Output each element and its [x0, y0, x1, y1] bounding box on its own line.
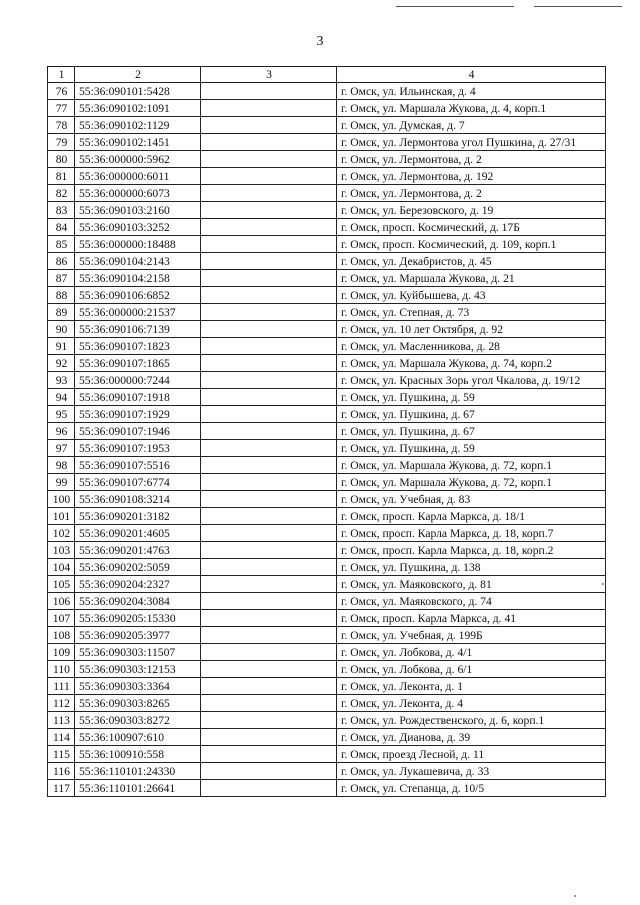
row-number-cell: 93 — [48, 372, 75, 389]
table-row — [48, 185, 606, 202]
column-3-cell — [201, 627, 337, 644]
row-number-cell: 83 — [48, 202, 75, 219]
row-number-cell: 99 — [48, 474, 75, 491]
address-cell: г. Омск, ул. Лермонтова, д. 192 — [337, 168, 606, 185]
table-row — [48, 644, 606, 661]
registry-table — [47, 66, 606, 797]
row-number-cell: 86 — [48, 253, 75, 270]
address-cell: г. Омск, ул. Лобкова, д. 6/1 — [337, 661, 606, 678]
table-row — [48, 287, 606, 304]
cadastral-number-cell: 55:36:090303:11507 — [75, 644, 201, 661]
table-row — [48, 627, 606, 644]
column-3-cell — [201, 746, 337, 763]
table-row — [48, 491, 606, 508]
address-cell: г. Омск, просп. Карла Маркса, д. 41 — [337, 610, 606, 627]
table-row — [48, 151, 606, 168]
row-number-cell: 116 — [48, 763, 75, 780]
column-3-cell — [201, 100, 337, 117]
column-3-cell — [201, 355, 337, 372]
address-cell: г. Омск, ул. Декабристов, д. 45 — [337, 253, 606, 270]
column-3-cell — [201, 423, 337, 440]
column-3-cell — [201, 321, 337, 338]
cadastral-number-cell: 55:36:110101:24330 — [75, 763, 201, 780]
table-row — [48, 542, 606, 559]
column-header-2: 2 — [75, 67, 201, 83]
address-cell: г. Омск, ул. Пушкина, д. 138 — [337, 559, 606, 576]
row-number-cell: 100 — [48, 491, 75, 508]
cadastral-number-cell: 55:36:090103:2160 — [75, 202, 201, 219]
cadastral-number-cell: 55:36:090104:2158 — [75, 270, 201, 287]
column-3-cell — [201, 168, 337, 185]
address-cell: г. Омск, ул. Маршала Жукова, д. 74, корп.2 — [337, 355, 606, 372]
table-row — [48, 729, 606, 746]
table-row — [48, 338, 606, 355]
cadastral-number-cell: 55:36:000000:18488 — [75, 236, 201, 253]
column-3-cell — [201, 270, 337, 287]
row-number-cell: 108 — [48, 627, 75, 644]
table-row — [48, 593, 606, 610]
table-row — [48, 134, 606, 151]
address-cell: г. Омск, ул. Березовского, д. 19 — [337, 202, 606, 219]
table-row — [48, 423, 606, 440]
cadastral-number-cell: 55:36:000000:5962 — [75, 151, 201, 168]
table-row — [48, 219, 606, 236]
column-3-cell — [201, 236, 337, 253]
cadastral-number-cell: 55:36:090205:15330 — [75, 610, 201, 627]
cadastral-number-cell: 55:36:090201:4605 — [75, 525, 201, 542]
cadastral-number-cell: 55:36:090103:3252 — [75, 219, 201, 236]
column-3-cell — [201, 338, 337, 355]
column-3-cell — [201, 763, 337, 780]
column-header-3: 3 — [201, 67, 337, 83]
address-cell: г. Омск, ул. Степанца, д. 10/5 — [337, 780, 606, 797]
table-row — [48, 525, 606, 542]
address-cell: г. Омск, просп. Космический, д. 17Б — [337, 219, 606, 236]
table-row — [48, 100, 606, 117]
column-3-cell — [201, 712, 337, 729]
column-3-cell — [201, 151, 337, 168]
address-cell: г. Омск, ул. 10 лет Октября, д. 92 — [337, 321, 606, 338]
column-header-4: 4 — [337, 67, 606, 83]
table-row — [48, 474, 606, 491]
table-row — [48, 304, 606, 321]
table-row — [48, 661, 606, 678]
cadastral-number-cell: 55:36:090108:3214 — [75, 491, 201, 508]
table-row — [48, 440, 606, 457]
column-3-cell — [201, 695, 337, 712]
column-3-cell — [201, 729, 337, 746]
row-number-cell: 92 — [48, 355, 75, 372]
row-number-cell: 78 — [48, 117, 75, 134]
table-row — [48, 202, 606, 219]
column-3-cell — [201, 678, 337, 695]
cadastral-number-cell: 55:36:090205:3977 — [75, 627, 201, 644]
table-row — [48, 508, 606, 525]
table-row — [48, 270, 606, 287]
address-cell: г. Омск, ул. Маршала Жукова, д. 72, корп.1 — [337, 457, 606, 474]
column-3-cell — [201, 457, 337, 474]
table-row — [48, 389, 606, 406]
row-number-cell: 112 — [48, 695, 75, 712]
address-cell: г. Омск, ул. Леконта, д. 1 — [337, 678, 606, 695]
cadastral-number-cell: 55:36:090202:5059 — [75, 559, 201, 576]
address-cell: г. Омск, просп. Карла Маркса, д. 18, корп.7 — [337, 525, 606, 542]
row-number-cell: 84 — [48, 219, 75, 236]
table-row — [48, 695, 606, 712]
table-row — [48, 83, 606, 100]
row-number-cell: 96 — [48, 423, 75, 440]
table-row — [48, 355, 606, 372]
cadastral-number-cell: 55:36:090107:1929 — [75, 406, 201, 423]
cadastral-number-cell: 55:36:090303:8272 — [75, 712, 201, 729]
table-row — [48, 406, 606, 423]
header-row — [48, 67, 606, 83]
cadastral-number-cell: 55:36:000000:6011 — [75, 168, 201, 185]
table-row — [48, 712, 606, 729]
cadastral-number-cell: 55:36:090101:5428 — [75, 83, 201, 100]
column-header-1: 1 — [48, 67, 75, 83]
table-row — [48, 780, 606, 797]
row-number-cell: 114 — [48, 729, 75, 746]
cadastral-number-cell: 55:36:090303:3364 — [75, 678, 201, 695]
cadastral-number-cell: 55:36:090107:1865 — [75, 355, 201, 372]
column-3-cell — [201, 661, 337, 678]
cadastral-number-cell: 55:36:000000:6073 — [75, 185, 201, 202]
cadastral-number-cell: 55:36:100907:610 — [75, 729, 201, 746]
table-row — [48, 746, 606, 763]
address-cell: г. Омск, ул. Думская, д. 7 — [337, 117, 606, 134]
row-number-cell: 106 — [48, 593, 75, 610]
scan-speck — [574, 895, 576, 897]
address-cell: г. Омск, ул. Рождественского, д. 6, корп.1 — [337, 712, 606, 729]
row-number-cell: 105 — [48, 576, 75, 593]
cadastral-number-cell: 55:36:090201:4763 — [75, 542, 201, 559]
cadastral-number-cell: 55:36:090204:3084 — [75, 593, 201, 610]
address-cell: г. Омск, ул. Лермонтова, д. 2 — [337, 151, 606, 168]
address-cell: г. Омск, просп. Карла Маркса, д. 18/1 — [337, 508, 606, 525]
row-number-cell: 81 — [48, 168, 75, 185]
address-cell: г. Омск, ул. Маршала Жукова, д. 21 — [337, 270, 606, 287]
cadastral-number-cell: 55:36:090102:1129 — [75, 117, 201, 134]
cadastral-number-cell: 55:36:090106:7139 — [75, 321, 201, 338]
row-number-cell: 97 — [48, 440, 75, 457]
row-number-cell: 82 — [48, 185, 75, 202]
cadastral-number-cell: 55:36:090107:6774 — [75, 474, 201, 491]
cadastral-number-cell: 55:36:090102:1451 — [75, 134, 201, 151]
table-row — [48, 117, 606, 134]
cadastral-number-cell: 55:36:090107:1918 — [75, 389, 201, 406]
column-3-cell — [201, 576, 337, 593]
address-cell: г. Омск, ул. Лукашевича, д. 33 — [337, 763, 606, 780]
cadastral-number-cell: 55:36:090102:1091 — [75, 100, 201, 117]
row-number-cell: 95 — [48, 406, 75, 423]
column-3-cell — [201, 134, 337, 151]
cadastral-number-cell: 55:36:090107:5516 — [75, 457, 201, 474]
address-cell: г. Омск, ул. Маяковского, д. 74 — [337, 593, 606, 610]
row-number-cell: 91 — [48, 338, 75, 355]
address-cell: г. Омск, ул. Леконта, д. 4 — [337, 695, 606, 712]
column-3-cell — [201, 525, 337, 542]
cadastral-number-cell: 55:36:090201:3182 — [75, 508, 201, 525]
row-number-cell: 111 — [48, 678, 75, 695]
address-cell: г. Омск, ул. Маршала Жукова, д. 4, корп.1 — [337, 100, 606, 117]
address-cell: г. Омск, просп. Космический, д. 109, корп.1 — [337, 236, 606, 253]
address-cell: г. Омск, ул. Красных Зорь угол Чкалова, д. 19/12 — [337, 372, 606, 389]
column-3-cell — [201, 610, 337, 627]
cadastral-number-cell: 55:36:090204:2327 — [75, 576, 201, 593]
table-row — [48, 253, 606, 270]
header-rule-right — [534, 6, 622, 7]
address-cell: г. Омск, ул. Лобкова, д. 4/1 — [337, 644, 606, 661]
table-row — [48, 559, 606, 576]
address-cell: г. Омск, ул. Пушкина, д. 67 — [337, 406, 606, 423]
table-row — [48, 236, 606, 253]
column-3-cell — [201, 287, 337, 304]
table-row — [48, 763, 606, 780]
column-3-cell — [201, 253, 337, 270]
row-number-cell: 77 — [48, 100, 75, 117]
column-3-cell — [201, 185, 337, 202]
scan-speck — [602, 583, 604, 585]
column-3-cell — [201, 372, 337, 389]
table-row — [48, 576, 606, 593]
column-3-cell — [201, 542, 337, 559]
cadastral-number-cell: 55:36:100910:558 — [75, 746, 201, 763]
address-cell: г. Омск, ул. Учебная, д. 83 — [337, 491, 606, 508]
row-number-cell: 104 — [48, 559, 75, 576]
address-cell: г. Омск, ул. Маяковского, д. 81 — [337, 576, 606, 593]
column-3-cell — [201, 593, 337, 610]
row-number-cell: 90 — [48, 321, 75, 338]
cadastral-number-cell: 55:36:090106:6852 — [75, 287, 201, 304]
table-row — [48, 321, 606, 338]
table-row — [48, 457, 606, 474]
row-number-cell: 80 — [48, 151, 75, 168]
address-cell: г. Омск, ул. Лермонтова, д. 2 — [337, 185, 606, 202]
row-number-cell: 89 — [48, 304, 75, 321]
cadastral-number-cell: 55:36:090107:1953 — [75, 440, 201, 457]
cadastral-number-cell: 55:36:110101:26641 — [75, 780, 201, 797]
column-3-cell — [201, 644, 337, 661]
column-3-cell — [201, 406, 337, 423]
column-3-cell — [201, 474, 337, 491]
column-3-cell — [201, 559, 337, 576]
address-cell: г. Омск, ул. Пушкина, д. 59 — [337, 440, 606, 457]
row-number-cell: 94 — [48, 389, 75, 406]
cadastral-number-cell: 55:36:000000:21537 — [75, 304, 201, 321]
address-cell: г. Омск, ул. Пушкина, д. 67 — [337, 423, 606, 440]
cadastral-number-cell: 55:36:090107:1946 — [75, 423, 201, 440]
cadastral-number-cell: 55:36:090303:8265 — [75, 695, 201, 712]
column-3-cell — [201, 202, 337, 219]
row-number-cell: 115 — [48, 746, 75, 763]
address-cell: г. Омск, ул. Учебная, д. 199Б — [337, 627, 606, 644]
address-cell: г. Омск, ул. Пушкина, д. 59 — [337, 389, 606, 406]
address-cell: г. Омск, ул. Ильинская, д. 4 — [337, 83, 606, 100]
row-number-cell: 103 — [48, 542, 75, 559]
table-row — [48, 372, 606, 389]
address-cell: г. Омск, ул. Степная, д. 73 — [337, 304, 606, 321]
address-cell: г. Омск, ул. Куйбышева, д. 43 — [337, 287, 606, 304]
row-number-cell: 88 — [48, 287, 75, 304]
column-3-cell — [201, 219, 337, 236]
column-3-cell — [201, 117, 337, 134]
column-3-cell — [201, 389, 337, 406]
column-3-cell — [201, 83, 337, 100]
address-cell: г. Омск, ул. Дианова, д. 39 — [337, 729, 606, 746]
row-number-cell: 117 — [48, 780, 75, 797]
row-number-cell: 85 — [48, 236, 75, 253]
cadastral-number-cell: 55:36:000000:7244 — [75, 372, 201, 389]
row-number-cell: 76 — [48, 83, 75, 100]
row-number-cell: 98 — [48, 457, 75, 474]
row-number-cell: 79 — [48, 134, 75, 151]
row-number-cell: 113 — [48, 712, 75, 729]
row-number-cell: 87 — [48, 270, 75, 287]
table-row — [48, 168, 606, 185]
cadastral-number-cell: 55:36:090107:1823 — [75, 338, 201, 355]
address-cell: г. Омск, ул. Масленникова, д. 28 — [337, 338, 606, 355]
column-3-cell — [201, 304, 337, 321]
cadastral-number-cell: 55:36:090104:2143 — [75, 253, 201, 270]
address-cell: г. Омск, ул. Лермонтова угол Пушкина, д. 27/31 — [337, 134, 606, 151]
address-cell: г. Омск, проезд Лесной, д. 11 — [337, 746, 606, 763]
row-number-cell: 101 — [48, 508, 75, 525]
address-cell: г. Омск, просп. Карла Маркса, д. 18, корп.2 — [337, 542, 606, 559]
row-number-cell: 107 — [48, 610, 75, 627]
column-3-cell — [201, 440, 337, 457]
row-number-cell: 109 — [48, 644, 75, 661]
column-3-cell — [201, 508, 337, 525]
table-row — [48, 610, 606, 627]
column-3-cell — [201, 780, 337, 797]
column-3-cell — [201, 491, 337, 508]
address-cell: г. Омск, ул. Маршала Жукова, д. 72, корп.1 — [337, 474, 606, 491]
page-number: 3 — [316, 34, 324, 49]
row-number-cell: 102 — [48, 525, 75, 542]
header-rule-left — [396, 6, 514, 7]
row-number-cell: 110 — [48, 661, 75, 678]
registry-body — [48, 83, 606, 797]
cadastral-number-cell: 55:36:090303:12153 — [75, 661, 201, 678]
table-row — [48, 678, 606, 695]
